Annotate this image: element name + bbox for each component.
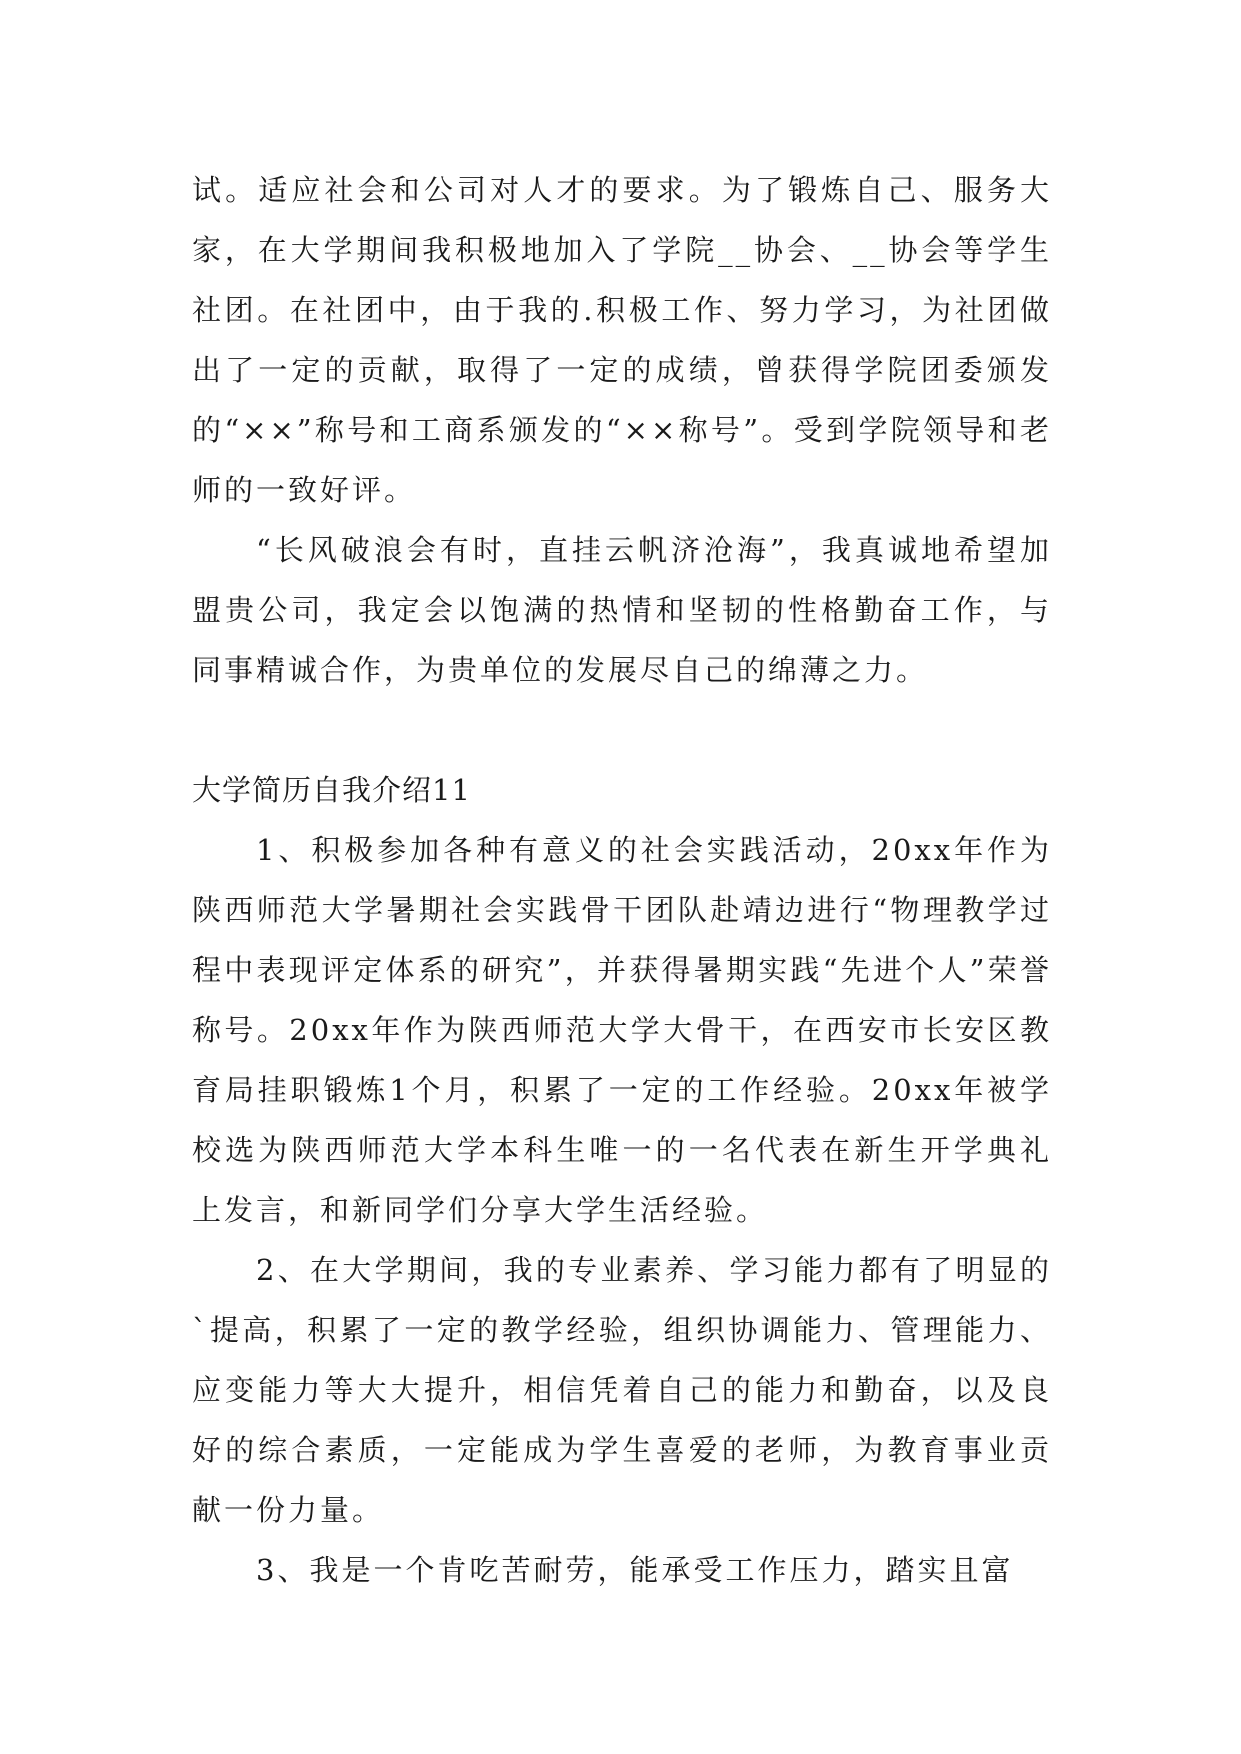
- document-body: [192, 160, 1052, 1600]
- section-heading: 大学简历自我介绍11: [192, 773, 471, 807]
- list-item-2: 2、在大学期间，我的专业素养、学习能力都有了明显的`提高，积累了一定的教学经验，组织协调能力、管理能力、应变能力等大大提升，相信凭着自己的能力和勤奋，以及良好的综合素质，一定能成为学生喜爱的老师，为教育事业贡献一份力量。: [192, 1253, 1052, 1527]
- list-item-1: 1、积极参加各种有意义的社会实践活动，20xx年作为陕西师范大学暑期社会实践骨干团队赴靖边进行“物理教学过程中表现评定体系的研究”，并获得暑期实践“先进个人”荣誉称号。20xx年作为陕西师范大学大骨干，在西安市长安区教育局挂职锻炼1个月，积累了一定的工作经验。20xx年被学校选为陕西师范大学本科生唯一的一名代表在新生开学典礼上发言，和新同学们分享大学生活经验。: [192, 833, 1052, 1227]
- list-item-3: 3、我是一个肯吃苦耐劳，能承受工作压力，踏实且富: [256, 1553, 1014, 1587]
- paragraph-closing: “长风破浪会有时，直挂云帆济沧海”，我真诚地希望加盟贵公司，我定会以饱满的热情和坚韧的性格勤奋工作，与同事精诚合作，为贵单位的发展尽自己的绵薄之力。: [192, 533, 1052, 687]
- paragraph-continuation: 试。适应社会和公司对人才的要求。为了锻炼自己、服务大家，在大学期间我积极地加入了学院__协会、__协会等学生社团。在社团中，由于我的.积极工作、努力学习，为社团做出了一定的贡献，取得了一定的成绩，曾获得学院团委颁发的“××”称号和工商系颁发的“××称号”。受到学院领导和老师的一致好评。: [192, 173, 1052, 507]
